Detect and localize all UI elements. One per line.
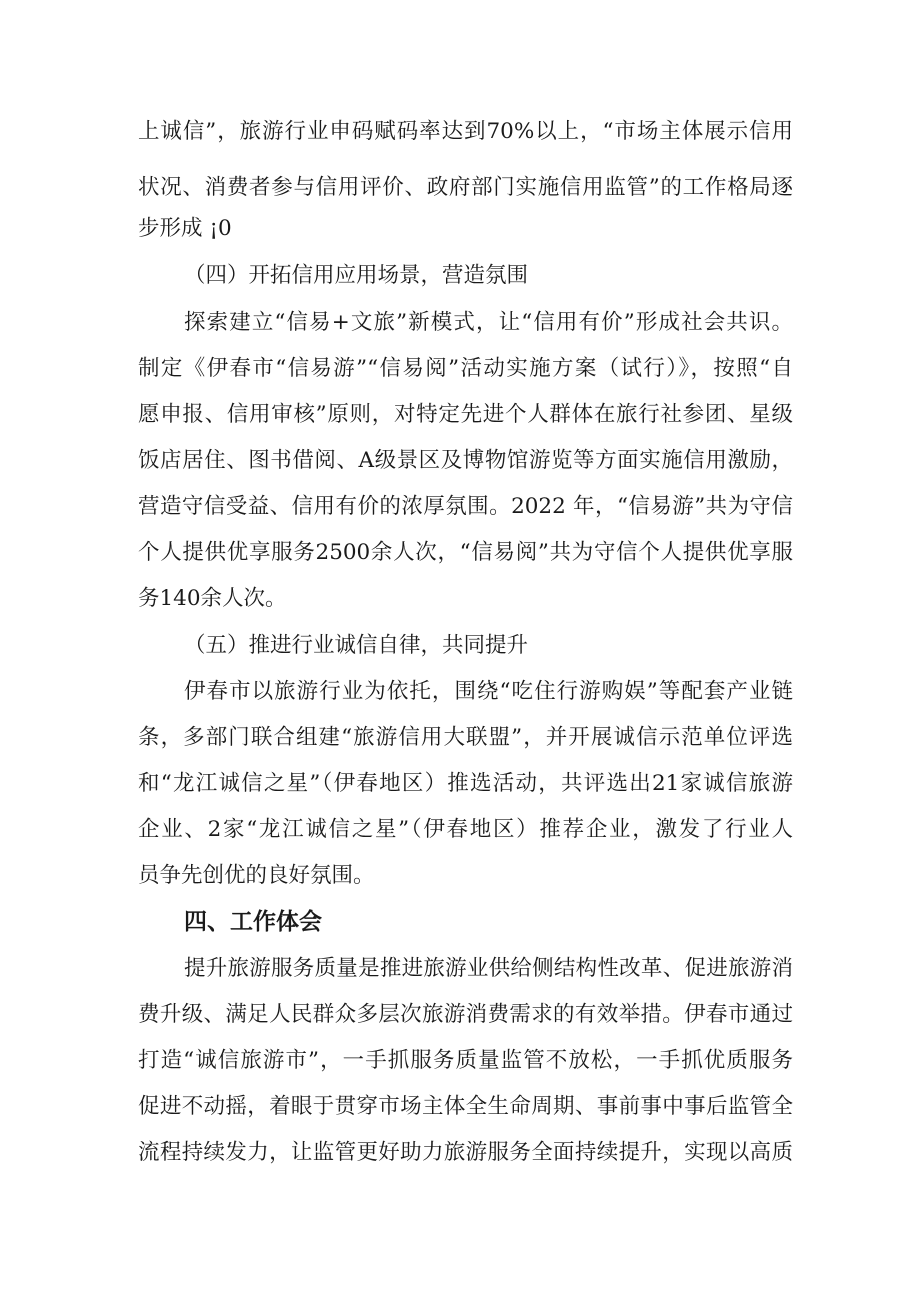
paragraph-line: 愿申报、信用审核”原则，对特定先进个人群体在旅行社参团、星级 — [138, 402, 793, 427]
paragraph-line: 企业、2家“龙江诚信之星”（伊春地区）推荐企业，激发了行业人 — [138, 817, 793, 842]
paragraph-line: 费升级、满足人民群众多层次旅游消费需求的有效举措。伊春市通过 — [138, 1002, 793, 1027]
paragraph-line: 伊春市以旅游行业为依托，围绕“吃住行游购娱”等配套产业链 — [184, 679, 793, 704]
paragraph-line: 流程持续发力，让监管更好助力旅游服务全面持续提升，实现以高质 — [138, 1140, 793, 1165]
paragraph-line: 营造守信受益、信用有价的浓厚氛围。2022 年，“信易游”共为守信 — [138, 494, 793, 519]
paragraph-line: 务140余人次。 — [138, 586, 287, 611]
paragraph-line: 制定《伊春市“信易游”“信易阅”活动实施方案（试行）》，按照“自 — [138, 356, 793, 381]
paragraph-line: 提升旅游服务质量是推进旅游业供给侧结构性改革、促进旅游消 — [184, 956, 793, 981]
paragraph-line: 步形成 ¡0 — [138, 216, 232, 241]
paragraph-line: 探索建立“信易+文旅”新模式，让“信用有价”形成社会共识。 — [184, 310, 793, 335]
paragraph-line: 条，多部门联合组建“旅游信用大联盟”，并开展诚信示范单位评选 — [138, 725, 793, 750]
paragraph-line: 个人提供优享服务2500余人次，“信易阅”共为守信个人提供优享服 — [138, 540, 793, 565]
paragraph-line: 上诚信”，旅游行业申码赋码率达到70%以上，“市场主体展示信用 — [138, 119, 793, 144]
paragraph-line: 打造“诚信旅游市”，一手抓服务质量监管不放松，一手抓优质服务 — [138, 1048, 793, 1073]
paragraph-line: 状况、消费者参与信用评价、政府部门实施信用监管”的工作格局逐 — [138, 175, 793, 200]
paragraph-line: 促进不动摇，着眼于贯穿市场主体全生命周期、事前事中事后监管全 — [138, 1094, 793, 1119]
paragraph-line: 饭店居住、图书借阅、A级景区及博物馆游览等方面实施信用激励， — [138, 448, 793, 473]
subsection-title-5: （五）推进行业诚信自律，共同提升 — [184, 633, 529, 658]
paragraph-line: 和“龙江诚信之星”（伊春地区）推选活动，共评选出21家诚信旅游 — [138, 771, 793, 796]
section-heading: 四、工作体会 — [184, 909, 322, 935]
paragraph-line: 员争先创优的良好氛围。 — [138, 863, 375, 888]
subsection-title-4: （四）开拓信用应用场景，营造氛围 — [184, 263, 529, 288]
